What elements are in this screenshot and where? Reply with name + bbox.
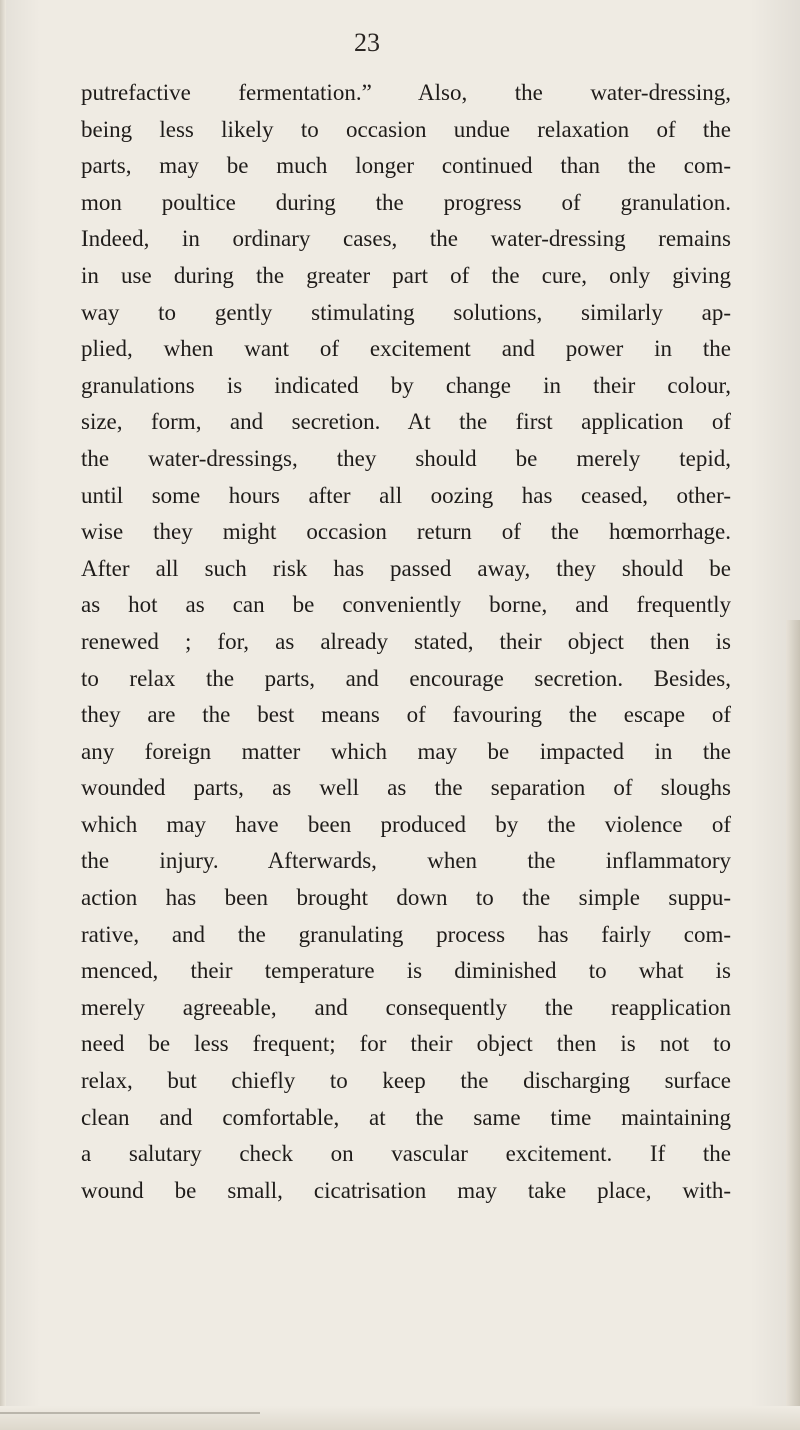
text-line: they are the best means of favouring the escape of: [81, 702, 731, 728]
text-line: wound be small, cicatrisation may take place, with-: [81, 1177, 731, 1203]
text-line: being less likely to occasion undue relaxation of the: [81, 116, 731, 142]
page-edge-shadow: [786, 620, 800, 1430]
text-line: wounded parts, as well as the separation of sloughs: [81, 775, 731, 801]
text-line: wise they might occasion return of the hœmorrhage.: [81, 519, 731, 545]
text-line: until some hours after all oozing has ceased, other-: [81, 482, 731, 508]
page-binding-shadow: [0, 0, 6, 1430]
text-line: Indeed, in ordinary cases, the water-dressing remains: [81, 226, 731, 252]
text-line: plied, when want of excitement and power in the: [81, 336, 731, 362]
text-line: way to gently stimulating solutions, similarly ap-: [81, 299, 731, 325]
text-line: in use during the greater part of the cure, only giving: [81, 262, 731, 288]
text-line: menced, their temperature is diminished to what is: [81, 958, 731, 984]
text-line: mon poultice during the progress of granulation.: [81, 189, 731, 215]
text-line: renewed ; for, as already stated, their object then is: [81, 628, 731, 654]
text-line: size, form, and secretion. At the first application of: [81, 409, 731, 435]
text-line: a salutary check on vascular excitement. If the: [81, 1141, 731, 1167]
text-line: clean and comfortable, at the same time maintaining: [81, 1104, 731, 1130]
text-line: granulations is indicated by change in their colour,: [81, 372, 731, 398]
text-line: putrefactive fermentation.” Also, the water-dressing,: [81, 80, 731, 105]
text-line: the water-dressings, they should be merely tepid,: [81, 445, 731, 471]
text-line: as hot as can be conveniently borne, and frequently: [81, 592, 731, 618]
page-number: 23: [354, 28, 380, 57]
text-line: need be less frequent; for their object then is not to: [81, 1031, 731, 1057]
body-text: [81, 75, 731, 1209]
text-line: After all such risk has passed away, they should be: [81, 555, 731, 581]
page-bottom-edge: [0, 1406, 800, 1430]
page-bottom-rule: [0, 1412, 260, 1414]
text-line: action has been brought down to the simple suppu-: [81, 885, 731, 911]
text-line: any foreign matter which may be impacted in the: [81, 738, 731, 764]
text-line: merely agreeable, and consequently the reapplication: [81, 994, 731, 1020]
text-line: parts, may be much longer continued than the com-: [81, 153, 731, 179]
text-line: relax, but chiefly to keep the discharging surface: [81, 1068, 731, 1094]
text-line: to relax the parts, and encourage secretion. Besides,: [81, 665, 731, 691]
text-line: rative, and the granulating process has fairly com-: [81, 921, 731, 947]
text-line: the injury. Afterwards, when the inflammatory: [81, 848, 731, 874]
text-line: which may have been produced by the violence of: [81, 811, 731, 837]
